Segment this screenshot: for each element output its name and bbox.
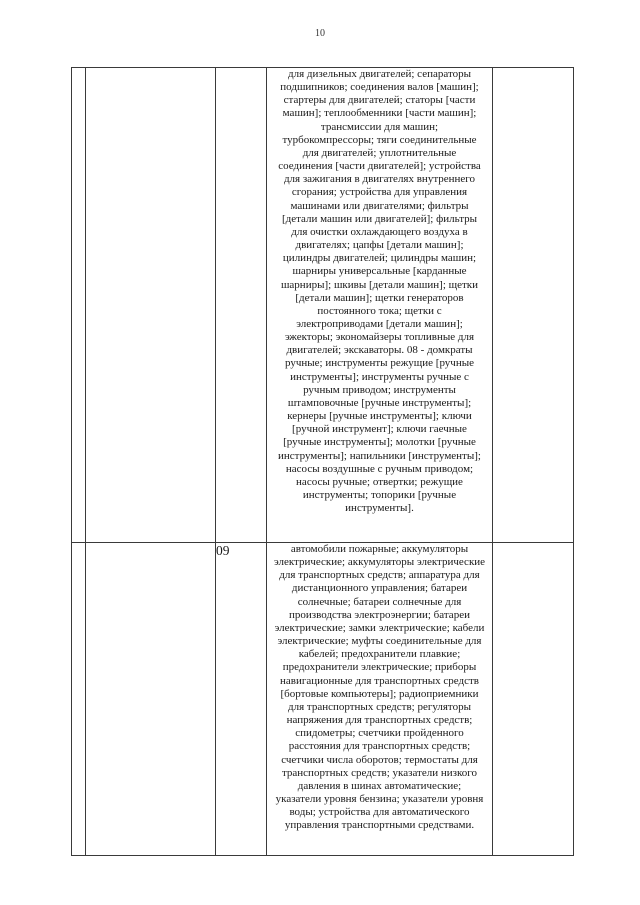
row-number-cell bbox=[72, 543, 86, 856]
description-line: машин]; теплообменники [части машин]; bbox=[282, 107, 477, 120]
description-line: дистанционного управления; батареи bbox=[291, 582, 468, 595]
description-line: эжекторы; экономайзеры топливные для bbox=[284, 331, 475, 344]
description-line: для транспортных средств; регуляторы bbox=[288, 700, 471, 713]
description-line: инструменты]; напильники [инструменты]; bbox=[278, 449, 481, 462]
description-line: инструменты; топорики [ручные bbox=[302, 489, 457, 501]
description-line: для двигателей; уплотнительные bbox=[302, 146, 457, 159]
row-number-cell bbox=[72, 68, 86, 543]
description-line: постоянного тока; щетки с bbox=[317, 304, 442, 317]
description-line: штамповочные [ручные инструменты]; bbox=[287, 396, 472, 409]
description-line: ручные; инструменты режущие [ручные bbox=[284, 357, 475, 370]
table-row bbox=[72, 543, 574, 856]
description-line: [детали машин]; щетки генераторов bbox=[295, 291, 464, 304]
description-line: [бортовые компьютеры]; радиоприемники bbox=[280, 687, 479, 700]
class-code-cell bbox=[216, 68, 267, 543]
description-line: насосы воздушные с ручным приводом; bbox=[285, 462, 474, 475]
description-line: цилиндры двигателей; цилиндры машин; bbox=[282, 252, 477, 265]
description-line: указатели уровня бензина; указатели уровня bbox=[275, 792, 484, 805]
description-line: для очистки охлаждающего воздуха в bbox=[291, 225, 468, 238]
applicant-cell bbox=[86, 68, 216, 543]
description-line: напряжения для транспортных средств; bbox=[286, 714, 473, 727]
description-line: двигателей; экскаваторы. 08 - домкраты bbox=[286, 344, 473, 357]
applicant-cell bbox=[86, 543, 216, 856]
description-line: кернеры [ручные инструменты]; ключи bbox=[287, 410, 472, 423]
description-line: шарниры универсальные [карданные bbox=[292, 265, 467, 278]
description-line: для дизельных двигателей; сепараторы bbox=[288, 68, 471, 80]
description-line: соединения [части двигателей]; устройства bbox=[278, 160, 481, 173]
description-line: предохранители электрические; приборы bbox=[282, 661, 477, 674]
goods-services-table bbox=[71, 67, 574, 856]
description-line: шарниры]; шкивы [детали машин]; щетки bbox=[280, 278, 479, 291]
description-line: [детали машин или двигателей]; фильтры bbox=[281, 212, 478, 225]
description-line: электрические; муфты соединительные для bbox=[277, 635, 482, 648]
goods-description-cell bbox=[267, 543, 493, 856]
description-line: [ручной инструмент]; ключи гаечные bbox=[292, 423, 467, 436]
description-line: сгорания; устройства для управления bbox=[291, 186, 468, 199]
goods-description-cell bbox=[267, 68, 493, 543]
description-line: электрические; замки электрические; кабели bbox=[274, 621, 485, 634]
description-line: счетчики числа оборотов; термостаты для bbox=[281, 753, 478, 766]
description-line: трансмиссии для машин; bbox=[320, 120, 439, 133]
description-line: кабелей; предохранители плавкие; bbox=[298, 648, 461, 661]
description-line: воды; устройства для автоматического bbox=[289, 806, 470, 819]
description-line: ручным приводом; инструменты bbox=[303, 383, 456, 396]
description-line: турбокомпрессоры; тяги соединительные bbox=[282, 133, 477, 146]
description-line: навигационные для транспортных средств bbox=[280, 674, 479, 687]
table-row bbox=[72, 68, 574, 543]
description-line: двигателях; цапфы [детали машин]; bbox=[295, 239, 464, 252]
description-line: спидометры; счетчики пройденного bbox=[295, 727, 464, 740]
description-line: давления в шинах автоматические; bbox=[297, 779, 462, 792]
description-line: электрические; аккумуляторы электрические bbox=[273, 556, 486, 569]
description-line: для зажигания в двигателях внутреннего bbox=[283, 173, 476, 186]
page-number: 10 bbox=[315, 28, 325, 39]
class-code-cell: 09 bbox=[216, 543, 267, 856]
description-line: [ручные инструменты]; молотки [ручные bbox=[283, 436, 476, 449]
description-line: управления транспортными средствами. bbox=[284, 819, 475, 832]
description-line: автомобили пожарные; аккумуляторы bbox=[290, 543, 469, 555]
notes-cell bbox=[493, 543, 574, 856]
description-line: солнечные; батареи солнечные для bbox=[297, 595, 462, 608]
description-line: для транспортных средств; аппаратура для bbox=[279, 569, 480, 582]
description-line: электроприводами [детали машин]; bbox=[296, 317, 463, 330]
description-line: инструменты]; инструменты ручные с bbox=[290, 370, 469, 383]
description-line: насосы ручные; отвертки; режущие bbox=[296, 475, 463, 488]
description-line: машинами или двигателями; фильтры bbox=[290, 199, 469, 212]
description-line: инструменты]. bbox=[345, 502, 414, 515]
description-line: производства электроэнергии; батареи bbox=[289, 608, 470, 621]
description-line: подшипников; соединения валов [машин]; bbox=[280, 81, 479, 94]
notes-cell bbox=[493, 68, 574, 543]
description-line: расстояния для транспортных средств; bbox=[288, 740, 471, 753]
description-line: стартеры для двигателей; статоры [части bbox=[283, 94, 476, 107]
description-line: транспортных средств; указатели низкого bbox=[281, 766, 478, 779]
